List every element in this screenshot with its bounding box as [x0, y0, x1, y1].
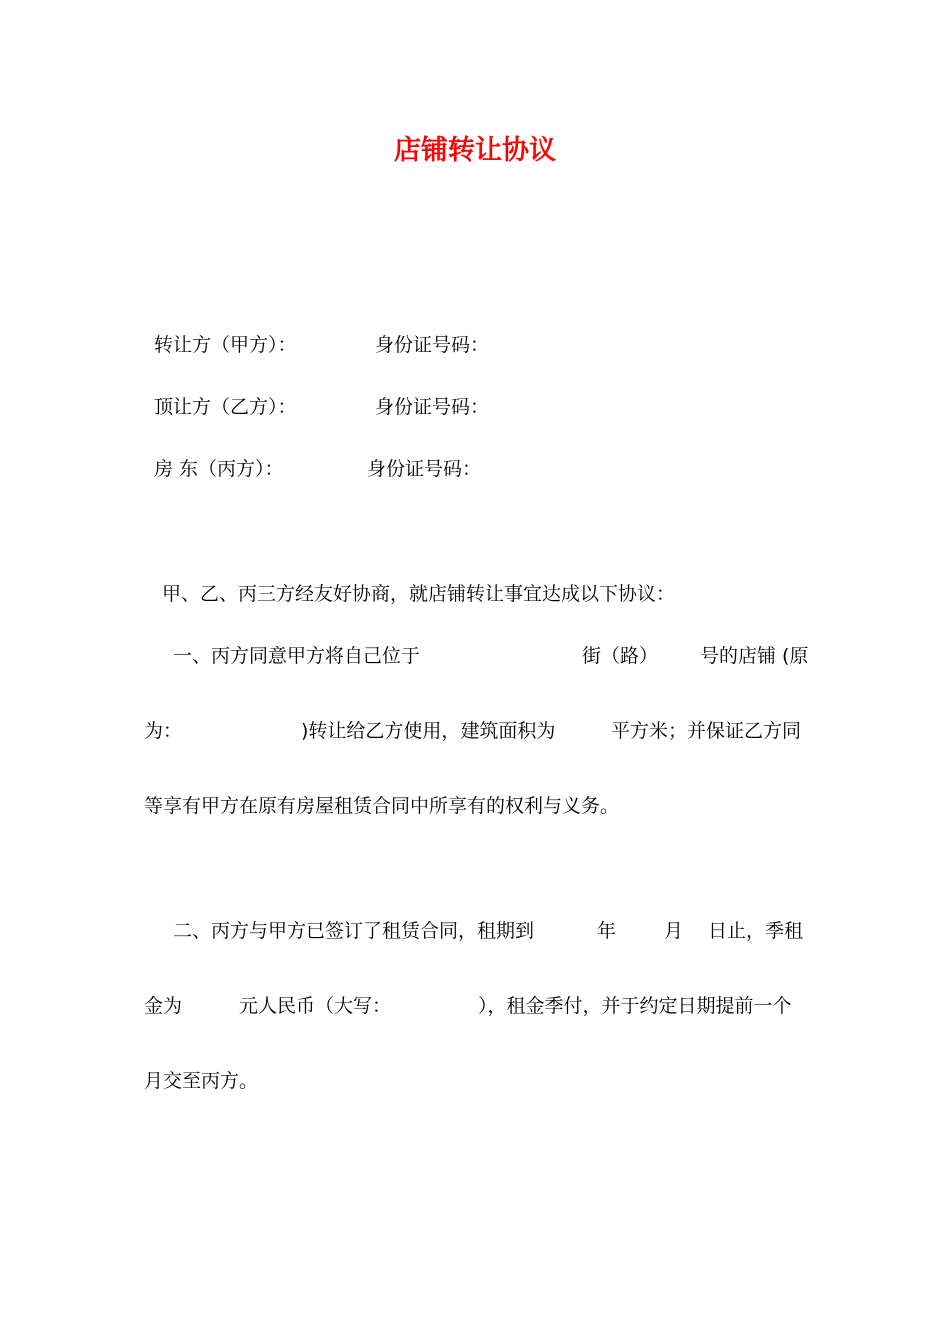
clause1-text-2: 街（路）	[582, 645, 659, 667]
clause1-text-4: 为：	[144, 720, 183, 742]
clause2-text-5: 金为	[144, 995, 183, 1017]
clause2-text-1: 二、丙方与甲方已签订了租赁合同，租期到	[173, 920, 535, 942]
transferor-id-label: 身份证号码：	[375, 334, 490, 356]
clause2-text-2: 年	[597, 920, 617, 942]
clause1-text-1: 一、丙方同意甲方将自己位于	[173, 645, 421, 667]
landlord-id-label: 身份证号码：	[367, 458, 482, 480]
clause1-text-5: )转让给乙方使用，建筑面积为	[301, 720, 556, 742]
clause2-text-4: 日止，季租	[708, 920, 804, 942]
clause2-text-8: 月交至丙方。	[144, 1070, 259, 1092]
clause2-text-6: 元人民币（大写：	[239, 995, 392, 1017]
transferee-label: 顶让方（乙方）：	[154, 396, 297, 418]
clause1-text-7: 等享有甲方在原有房屋租赁合同中所享有的权利与义务。	[144, 795, 620, 817]
clause1-text-3: 号的店铺 (原	[700, 645, 809, 667]
clause1-text-6: 平方米；并保证乙方同	[611, 720, 802, 742]
clause2-text-3: 月	[664, 920, 684, 942]
landlord-label: 房 东（丙方）：	[154, 458, 284, 480]
intro-paragraph: 甲、乙、丙三方经友好协商，就店铺转让事宜达成以下协议：	[162, 583, 676, 605]
clause2-text-7: ），租金季付，并于约定日期提前一个	[478, 995, 792, 1017]
document-title: 店铺转让协议	[394, 135, 556, 166]
transferor-label: 转让方（甲方）：	[154, 334, 297, 356]
transferee-id-label: 身份证号码：	[375, 396, 490, 418]
